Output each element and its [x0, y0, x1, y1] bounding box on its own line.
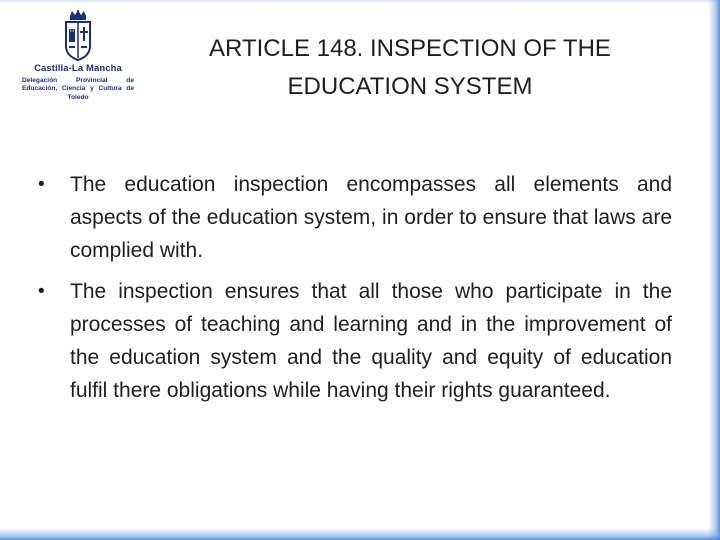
bullet-text: The education inspection encompasses all elements and aspects of the education system, in order to ensure that laws are complied with. [70, 173, 672, 262]
bullet-item [34, 168, 672, 267]
frame-top-glow [0, 0, 720, 3]
bullet-marker: • [38, 174, 45, 195]
frame-bottom-glow [0, 528, 720, 540]
bullet-marker: • [38, 281, 45, 302]
bullet-list [34, 168, 672, 415]
bullet-text: The inspection ensures that all those who participate in the processes of teaching and learning and in the improvement of the education system and the quality and equity of education fulfil there obligations while having their rights guaranteed. [70, 280, 672, 402]
page-title [150, 30, 670, 106]
bullet-item [34, 275, 672, 407]
logo-subtitle: Delegación Provincial de Educación, Ciencia y Cultura de Toledo [22, 77, 134, 101]
title-line-2: EDUCATION SYSTEM [287, 73, 533, 100]
logo-name: Castilla-La Mancha [34, 63, 122, 74]
title-line-1: ARTICLE 148. INSPECTION OF THE [209, 35, 611, 62]
castilla-la-mancha-logo [22, 10, 134, 102]
frame-right-glow [708, 0, 720, 540]
coat-of-arms-icon [58, 10, 98, 62]
